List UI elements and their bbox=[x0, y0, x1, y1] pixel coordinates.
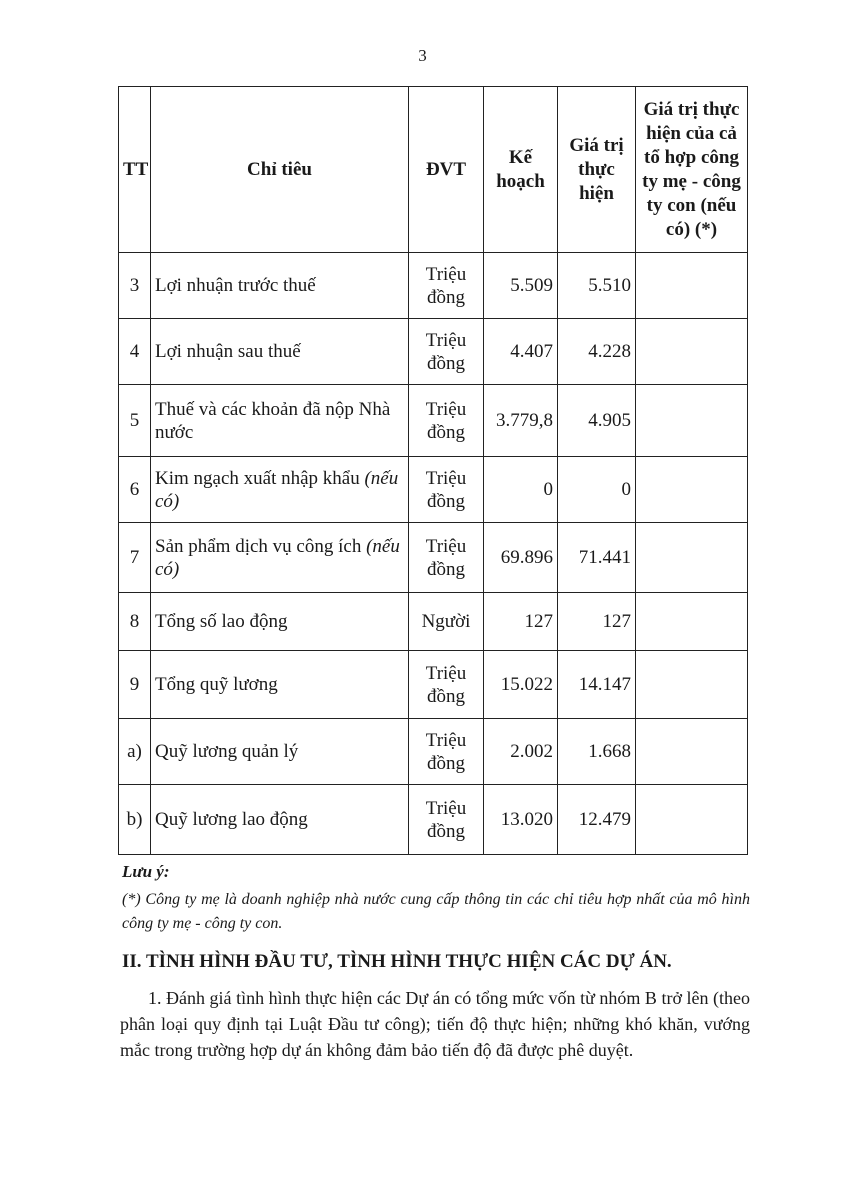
row-number: a) bbox=[119, 719, 151, 785]
group-value bbox=[636, 593, 748, 651]
section-heading: II. TÌNH HÌNH ĐẦU TƯ, TÌNH HÌNH THỰC HIỆN CÁC DỰ ÁN. bbox=[122, 951, 672, 972]
header-indicator: Chỉ tiêu bbox=[151, 87, 409, 253]
group-value bbox=[636, 457, 748, 523]
row-number: 9 bbox=[119, 651, 151, 719]
plan-value: 69.896 bbox=[484, 523, 558, 593]
group-value bbox=[636, 785, 748, 855]
table-row bbox=[119, 319, 748, 385]
indicator-name: Lợi nhuận trước thuế bbox=[155, 275, 316, 296]
unit-cell: Triệu đồng bbox=[409, 457, 484, 523]
indicator-cell bbox=[151, 719, 409, 785]
actual-value: 0 bbox=[558, 457, 636, 523]
group-value bbox=[636, 319, 748, 385]
indicator-cell bbox=[151, 651, 409, 719]
table-row bbox=[119, 593, 748, 651]
unit-cell: Triệu đồng bbox=[409, 651, 484, 719]
plan-value: 4.407 bbox=[484, 319, 558, 385]
row-number: 5 bbox=[119, 385, 151, 457]
indicator-name: Quỹ lương lao động bbox=[155, 809, 308, 830]
unit-cell: Triệu đồng bbox=[409, 319, 484, 385]
indicator-cell bbox=[151, 319, 409, 385]
indicator-name: Tổng số lao động bbox=[155, 611, 288, 632]
table-header-row bbox=[119, 87, 748, 253]
row-number: 7 bbox=[119, 523, 151, 593]
unit-cell: Triệu đồng bbox=[409, 785, 484, 855]
actual-value: 5.510 bbox=[558, 253, 636, 319]
actual-value: 12.479 bbox=[558, 785, 636, 855]
row-number: 6 bbox=[119, 457, 151, 523]
note-title: Lưu ý: bbox=[122, 862, 170, 881]
actual-value: 4.905 bbox=[558, 385, 636, 457]
actual-value: 127 bbox=[558, 593, 636, 651]
indicator-note: (nếu có) bbox=[155, 467, 399, 512]
header-group-actual: Giá trị thực hiện của cả tổ hợp công ty mẹ - công ty con (nếu có) (*) bbox=[636, 87, 748, 253]
row-number: b) bbox=[119, 785, 151, 855]
unit-cell: Triệu đồng bbox=[409, 385, 484, 457]
actual-value: 4.228 bbox=[558, 319, 636, 385]
group-value bbox=[636, 719, 748, 785]
indicators-table bbox=[118, 86, 748, 855]
row-number: 3 bbox=[119, 253, 151, 319]
table-row bbox=[119, 719, 748, 785]
indicator-cell bbox=[151, 523, 409, 593]
indicator-name: Quỹ lương quản lý bbox=[155, 741, 299, 762]
group-value bbox=[636, 523, 748, 593]
group-value bbox=[636, 651, 748, 719]
indicator-name: Thuế và các khoản đã nộp Nhà nước bbox=[155, 398, 391, 443]
actual-value: 14.147 bbox=[558, 651, 636, 719]
actual-value: 71.441 bbox=[558, 523, 636, 593]
plan-value: 13.020 bbox=[484, 785, 558, 855]
table-row bbox=[119, 385, 748, 457]
group-value bbox=[636, 385, 748, 457]
indicator-cell bbox=[151, 785, 409, 855]
unit-cell: Người bbox=[409, 593, 484, 651]
page-number: 3 bbox=[418, 46, 427, 65]
plan-value: 5.509 bbox=[484, 253, 558, 319]
group-value bbox=[636, 253, 748, 319]
indicator-cell bbox=[151, 253, 409, 319]
plan-value: 2.002 bbox=[484, 719, 558, 785]
header-tt: TT bbox=[119, 87, 151, 253]
row-number: 4 bbox=[119, 319, 151, 385]
indicator-name: Lợi nhuận sau thuế bbox=[155, 341, 301, 362]
indicator-cell bbox=[151, 385, 409, 457]
table-row bbox=[119, 253, 748, 319]
plan-value: 0 bbox=[484, 457, 558, 523]
unit-cell: Triệu đồng bbox=[409, 253, 484, 319]
indicator-name: Kim ngạch xuất nhập khẩu bbox=[155, 467, 360, 489]
indicator-cell bbox=[151, 593, 409, 651]
indicator-name: Tổng quỹ lương bbox=[155, 674, 278, 695]
indicator-note: (nếu có) bbox=[155, 535, 400, 580]
unit-cell: Triệu đồng bbox=[409, 719, 484, 785]
plan-value: 3.779,8 bbox=[484, 385, 558, 457]
table-row bbox=[119, 651, 748, 719]
row-number: 8 bbox=[119, 593, 151, 651]
section-paragraph: 1. Đánh giá tình hình thực hiện các Dự án có tổng mức vốn từ nhóm B trở lên (theo phân loại quy định tại Luật Đầu tư công); tiến độ thực hiện; những khó khăn, vướng mắc trong trường hợp dự án không đảm bảo tiến độ đã được phê duyệt. bbox=[120, 988, 750, 1060]
actual-value: 1.668 bbox=[558, 719, 636, 785]
table-row bbox=[119, 523, 748, 593]
header-actual: Giá trị thực hiện bbox=[558, 87, 636, 253]
note-body: (*) Công ty mẹ là doanh nghiệp nhà nước cung cấp thông tin các chỉ tiêu hợp nhất của mô hình công ty mẹ - công ty con. bbox=[122, 891, 750, 932]
header-unit: ĐVT bbox=[409, 87, 484, 253]
table-row bbox=[119, 457, 748, 523]
indicator-cell bbox=[151, 457, 409, 523]
indicator-name: Sản phẩm dịch vụ công ích bbox=[155, 535, 362, 557]
table-row bbox=[119, 785, 748, 855]
unit-cell: Triệu đồng bbox=[409, 523, 484, 593]
header-plan: Kế hoạch bbox=[484, 87, 558, 253]
plan-value: 127 bbox=[484, 593, 558, 651]
plan-value: 15.022 bbox=[484, 651, 558, 719]
